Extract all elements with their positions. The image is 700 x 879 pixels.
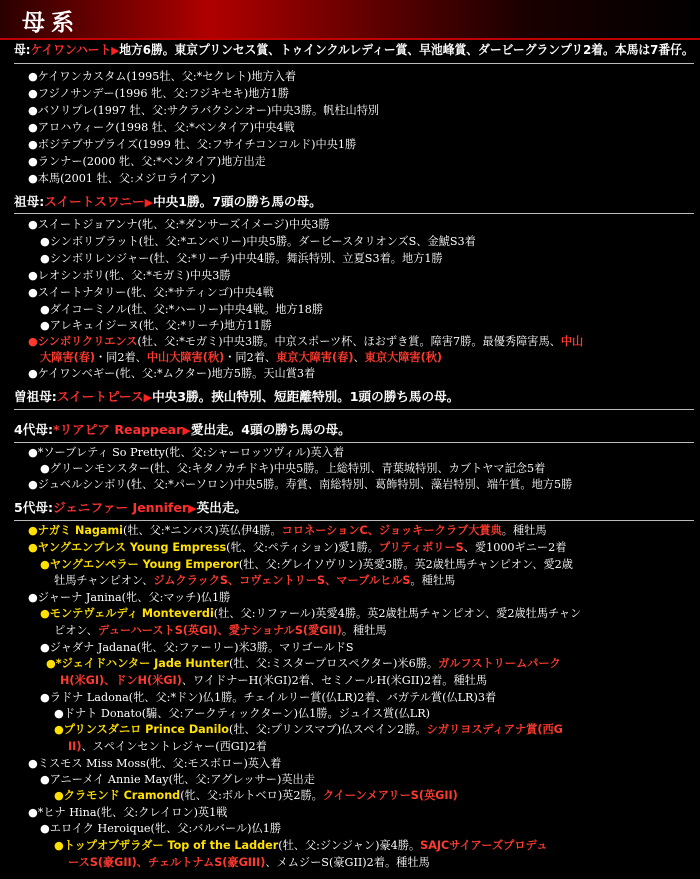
great-granddam-heading <box>14 389 459 406</box>
fifth-dam-name: ジェニファー Jennifer <box>53 500 189 515</box>
horse-record: (牡、父:プリンスマブ)仏スペイン2勝。 <box>228 723 427 736</box>
horse-record: 、メムジーS(豪GII)2着。種牡馬 <box>265 856 430 869</box>
divider <box>14 442 694 443</box>
horse-record: 。種牡馬 <box>410 574 456 587</box>
race-name: 中山 <box>560 335 584 348</box>
horse-record: (牡、父:リファール)英愛4勝。英2歳牡馬チャンピオン、愛2歳牡馬チャン <box>213 607 582 620</box>
horse-name: ●モンテヴェルディ Monteverdi <box>40 607 214 620</box>
offspring-line <box>46 657 561 671</box>
divider <box>14 409 694 410</box>
offspring-line: ●ジャダナ Jadana(牝、父:ファーリー)米3勝。マリゴールドS <box>40 641 354 654</box>
offspring-line: ●スイートナタリー(牝、父:*サティンゴ)中央4戦 <box>28 286 274 299</box>
offspring-line <box>40 607 581 621</box>
horse-name: ●トップオブザラダー Top of the Ladder <box>54 839 279 852</box>
dam-label: 母: <box>14 42 31 57</box>
offspring-line: ●*ヒナ Hina(牝、父:クレイロン)英1戦 <box>28 806 228 819</box>
offspring-line: ●ミスモス Miss Moss(牝、父:モスボロー)英入着 <box>28 757 282 770</box>
fourth-dam-heading <box>14 422 351 439</box>
fifth-dam-heading <box>14 500 247 517</box>
dam-description: 地方6勝。東京プリンセス賞、トゥインクルレディー賞、早池峰賞、ダービーグランプリ2着。本馬は7番仔。 <box>119 42 694 57</box>
horse-record: 、 <box>353 351 365 364</box>
divider <box>14 213 694 214</box>
race-name: 東京大障害(秋) <box>364 351 443 364</box>
triangle-arrow-icon: ▶ <box>188 502 197 515</box>
granddam-name: スイートスワニー <box>44 194 145 209</box>
divider <box>14 520 694 521</box>
race-name: SAJCサイアーズプロデュ <box>420 839 548 852</box>
race-name: II) <box>68 740 82 753</box>
horse-record: (牡、父:ミスタープロスペクター)米6勝。 <box>229 657 439 670</box>
race-name: コロネーションC、ジョッキークラブ大賞典 <box>281 524 502 537</box>
offspring-line <box>28 335 583 349</box>
race-name: 東京大障害(春) <box>276 351 354 364</box>
horse-record: (牡、父:*モガミ)中央3勝。中京スポーツ杯、ほおずき賞。障害7勝。最優秀障害馬、 <box>137 335 561 348</box>
horse-record: (牡、父:*ニンバス)英仏伊4勝。 <box>122 524 282 537</box>
offspring-line-cont <box>54 624 387 638</box>
race-name: シガリヨスディアナ賞(西G <box>426 723 563 736</box>
race-name: ガルフストリームパーク <box>438 657 561 670</box>
horse-record: (牝、父:ペティション)愛1勝。 <box>226 541 379 554</box>
offspring-line: ●アニーメイ Annie May(牝、父:アグレッサー)英出走 <box>40 773 315 786</box>
fifth-dam-description: 英出走。 <box>196 500 247 515</box>
dam-heading <box>14 42 694 59</box>
race-name: プリティポリーS <box>378 541 464 554</box>
offspring-line-cont <box>68 856 430 870</box>
offspring-line: ●グリーンモンスター(牡、父:キタノカチドキ)中央5勝。上総特別、青葉城特別、カブトヤマ記念5着 <box>40 462 546 475</box>
offspring-line-cont <box>54 574 455 588</box>
offspring-line: ●ドナト Donato(騸、父:アークティックターン)仏1勝。ジュイス賞(仏LR) <box>54 707 431 720</box>
offspring-line: ●*ソーブレティ So Pretty(牝、父:シャーロッツヴィル)英入着 <box>28 446 345 459</box>
horse-record: (牝、父:ボルトベロ)英2勝。 <box>180 789 323 802</box>
horse-name: ●*ジェイドハンター Jade Hunter <box>46 657 230 670</box>
offspring-line: ●フジノサンデー(1996 牝、父:フジキセキ)地方1勝 <box>28 87 289 100</box>
horse-record: ・同2着、 <box>94 351 147 364</box>
offspring-line: ●ジュベルシンボリ(牡、父:*パーソロン)中央5勝。寿賞、南総特別、葛飾特別、藻岩特別、端午賞。地方5勝 <box>28 478 573 491</box>
horse-record: ピオン、 <box>54 624 98 637</box>
offspring-line: ●本馬(2001 牡、父:メジロライアン) <box>28 172 216 185</box>
horse-name: ●プリンスダニロ Prince Danilo <box>54 723 229 736</box>
horse-name: ●ヤングエンペラー Young Emperor <box>40 558 239 571</box>
race-name: ジムクラックS、コヴェントリーS、マーブルヒルS <box>153 574 411 587</box>
offspring-line <box>28 524 547 538</box>
offspring-line: ●ケイワンカスタム(1995牡、父:*セクレト)地方入着 <box>28 70 297 83</box>
horse-name: ●シンボリクリエンス <box>28 335 138 348</box>
horse-name: ●ヤングエンプレス Young Empress <box>28 541 227 554</box>
horse-name: ●クラモンド Cramond <box>54 789 181 802</box>
triangle-arrow-icon: ▶ <box>143 391 153 404</box>
granddam-heading <box>14 194 322 211</box>
triangle-arrow-icon: ▶ <box>144 196 154 209</box>
divider <box>14 63 694 64</box>
horse-record: 、スペインセントレジャー(西GI)2着 <box>81 740 267 753</box>
horse-name: ●ナガミ Nagami <box>28 524 123 537</box>
offspring-line <box>28 541 566 555</box>
offspring-line: ●ジャーナ Janina(牝、父:マッチ)仏1勝 <box>28 591 231 604</box>
offspring-line <box>40 558 573 572</box>
triangle-arrow-icon: ▶ <box>182 424 191 437</box>
fourth-dam-description: 愛出走。4頭の勝ち馬の母。 <box>190 422 351 437</box>
horse-record: ・同2着、 <box>224 351 277 364</box>
offspring-line <box>54 789 458 803</box>
horse-record: 牡馬チャンピオン、 <box>54 574 154 587</box>
header-banner <box>0 0 700 40</box>
race-name: 中山大障害(秋) <box>146 351 225 364</box>
horse-record: 、ワイドナーH(米GI)2着、セミノールH(米GII)2着。種牡馬 <box>181 674 488 687</box>
race-name: ースS(豪GII)、チェルトナムS(豪GIII) <box>68 856 266 869</box>
race-name: H(米GI)、ドンH(米GI) <box>60 674 182 687</box>
offspring-line-cont <box>68 740 267 754</box>
offspring-line: ●ケイワンベギー(牝、父:*ムクター)地方5勝。天山賞3着 <box>28 367 316 380</box>
offspring-line: ●ボジテブサプライズ(1999 牡、父:フサイチコンコルド)中央1勝 <box>28 138 357 151</box>
fifth-dam-label: 5代母: <box>14 500 53 515</box>
offspring-line <box>54 723 563 737</box>
dam-name: ケイワンハート <box>30 42 112 57</box>
fourth-dam-name: *リアピア Reappear <box>53 422 183 437</box>
offspring-line: ●シンボリブラット(牡、父:*エンペリー)中央5勝。ダービースタリオンズS、金鯱S3着 <box>40 235 476 248</box>
triangle-arrow-icon: ▶ <box>111 44 120 57</box>
offspring-line: ●レオシンボリ(牝、父:*モガミ)中央3勝 <box>28 269 231 282</box>
offspring-line-cont <box>40 351 442 365</box>
offspring-line: ●スイートジョアンナ(牝、父:*ダンサーズイメージ)中央3勝 <box>28 218 330 231</box>
page-title: 母系 <box>22 10 80 36</box>
offspring-line: ●バソリプレ(1997 牡、父:サクラバクシンオー)中央3勝。帆柱山特別 <box>28 104 380 117</box>
offspring-line: ●ランナー(2000 牝、父:*ベンタイア)地方出走 <box>28 155 266 168</box>
horse-record: (牡、父:ジンジャン)豪4勝。 <box>278 839 421 852</box>
offspring-line: ●エロイク Heroique(牝、父:バルバール)仏1勝 <box>40 822 282 835</box>
horse-record: 。種牡馬 <box>501 524 547 537</box>
offspring-line: ●アレキュイジーヌ(牝、父:*リーチ)地方11勝 <box>40 319 272 332</box>
offspring-line: ●シンボリレンジャー(牡、父:*リーチ)中央4勝。舞浜特別、立夏S3着。地方1勝 <box>40 252 443 265</box>
offspring-line <box>54 839 548 853</box>
offspring-line: ●ダイコーミノル(牡、父:*ハーリー)中央4戦。地方18勝 <box>40 303 324 316</box>
great-granddam-description: 中央3勝。挾山特別、短距離特別。1頭の勝ち馬の母。 <box>152 389 460 404</box>
offspring-line: ●アロハウィーク(1998 牡、父:*ベンタイア)中央4戦 <box>28 121 295 134</box>
great-granddam-label: 曽祖母: <box>14 389 57 404</box>
race-name: デューハーストS(英GI)、愛ナショナルS(愛GII) <box>97 624 342 637</box>
horse-record: (牡、父:グレイソヴリン)英愛3勝。英2歳牡馬チャンピオン、愛2歳 <box>238 558 573 571</box>
offspring-line: ●ラドナ Ladona(牝、父:*ドン)仏1勝。チェイルリー賞(仏LR)2着、バガテル賞(仏LR)3着 <box>40 691 497 704</box>
granddam-description: 中央1勝。7頭の勝ち馬の母。 <box>153 194 322 209</box>
great-granddam-name: スイートピース <box>56 389 144 404</box>
horse-record: 、愛1000ギニー2着 <box>463 541 567 554</box>
granddam-label: 祖母: <box>14 194 45 209</box>
horse-record: 。種牡馬 <box>341 624 387 637</box>
race-name: 大障害(春) <box>40 351 95 364</box>
fourth-dam-label: 4代母: <box>14 422 53 437</box>
offspring-line-cont <box>60 674 487 688</box>
race-name: クイーンメアリーS(英GII) <box>322 789 458 802</box>
